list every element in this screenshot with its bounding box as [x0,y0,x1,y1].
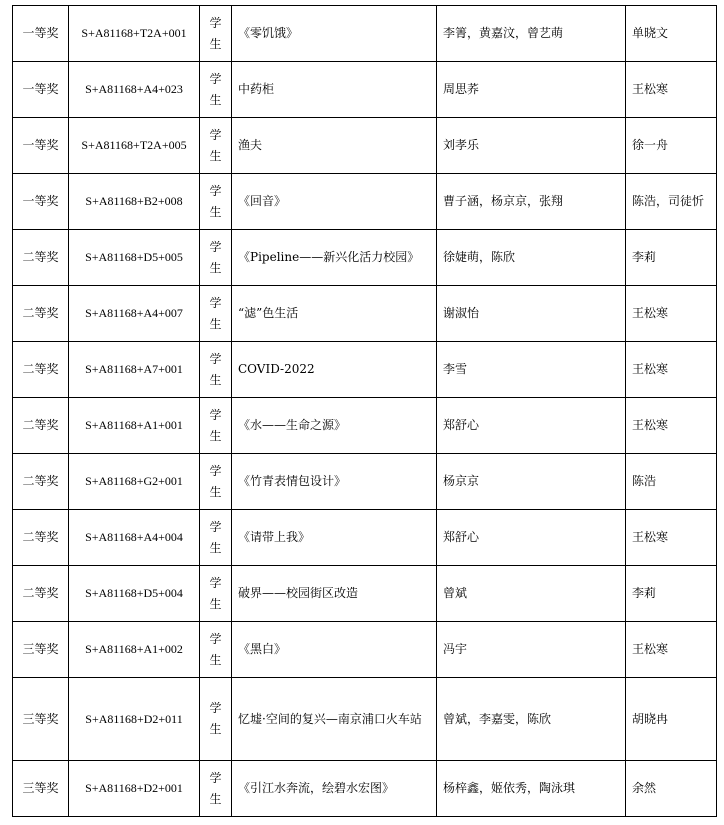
category-cell: 学生 [200,6,232,62]
work-title-cell: 《竹青表情包设计》 [232,454,437,510]
category-cell: 学生 [200,678,232,761]
work-title-cell: COVID-2022 [232,342,437,398]
authors-cell: 杨京京 [437,454,626,510]
authors-cell: 刘孝乐 [437,118,626,174]
award-cell: 三等奖 [13,678,69,761]
advisor-cell: 王松寒 [626,398,717,454]
entry-code-cell: S+A81168+B2+008 [69,174,200,230]
award-cell: 一等奖 [13,118,69,174]
authors-cell: 杨梓鑫，姬依秀，陶泳琪 [437,761,626,817]
authors-cell: 曾斌 [437,566,626,622]
advisor-cell: 陈浩 [626,454,717,510]
authors-cell: 冯宇 [437,622,626,678]
entry-code-cell: S+A81168+A4+007 [69,286,200,342]
entry-code-cell: S+A81168+D2+011 [69,678,200,761]
table-row [13,622,717,678]
entry-code-cell: S+A81168+D2+001 [69,761,200,817]
advisor-cell: 王松寒 [626,62,717,118]
authors-cell: 周思荞 [437,62,626,118]
table-row [13,62,717,118]
work-title-cell: 《水——生命之源》 [232,398,437,454]
award-cell: 二等奖 [13,286,69,342]
work-title-cell: “滤”色生活 [232,286,437,342]
advisor-cell: 王松寒 [626,286,717,342]
advisor-cell: 徐一舟 [626,118,717,174]
work-title-cell: 《黑白》 [232,622,437,678]
award-cell: 三等奖 [13,761,69,817]
entry-code-cell: S+A81168+D5+005 [69,230,200,286]
table-row [13,286,717,342]
entry-code-cell: S+A81168+A1+002 [69,622,200,678]
entry-code-cell: S+A81168+A7+001 [69,342,200,398]
entry-code-cell: S+A81168+A1+001 [69,398,200,454]
category-cell: 学生 [200,622,232,678]
table-row [13,342,717,398]
table-row [13,118,717,174]
work-title-cell: 《请带上我》 [232,510,437,566]
category-cell: 学生 [200,118,232,174]
authors-cell: 李箐，黄嘉汶，曾艺萌 [437,6,626,62]
award-cell: 一等奖 [13,174,69,230]
award-cell: 二等奖 [13,566,69,622]
table-row [13,230,717,286]
advisor-cell: 陈浩，司徒忻 [626,174,717,230]
authors-cell: 曹子涵，杨京京，张翔 [437,174,626,230]
advisor-cell: 王松寒 [626,342,717,398]
category-cell: 学生 [200,510,232,566]
category-cell: 学生 [200,230,232,286]
award-cell: 二等奖 [13,342,69,398]
work-title-cell: 破界——校园街区改造 [232,566,437,622]
category-cell: 学生 [200,286,232,342]
award-cell: 二等奖 [13,510,69,566]
table-row [13,678,717,761]
award-cell: 三等奖 [13,622,69,678]
advisor-cell: 单晓文 [626,6,717,62]
table-row [13,761,717,817]
award-cell: 二等奖 [13,230,69,286]
award-cell: 二等奖 [13,398,69,454]
work-title-cell: 《引江水奔流，绘碧水宏图》 [232,761,437,817]
authors-cell: 郑舒心 [437,510,626,566]
work-title-cell: 渔夫 [232,118,437,174]
work-title-cell: 忆墟·空间的复兴—南京浦口火车站 [232,678,437,761]
table-row [13,566,717,622]
authors-cell: 郑舒心 [437,398,626,454]
advisor-cell: 余然 [626,761,717,817]
category-cell: 学生 [200,454,232,510]
advisor-cell: 王松寒 [626,622,717,678]
category-cell: 学生 [200,62,232,118]
table-row [13,398,717,454]
category-cell: 学生 [200,566,232,622]
authors-cell: 李雪 [437,342,626,398]
entry-code-cell: S+A81168+A4+023 [69,62,200,118]
entry-code-cell: S+A81168+D5+004 [69,566,200,622]
award-cell: 一等奖 [13,62,69,118]
table-row [13,174,717,230]
category-cell: 学生 [200,398,232,454]
work-title-cell: 《Pipeline——新兴化活力校园》 [232,230,437,286]
advisor-cell: 李莉 [626,566,717,622]
work-title-cell: 《回音》 [232,174,437,230]
entry-code-cell: S+A81168+G2+001 [69,454,200,510]
authors-cell: 谢淑怡 [437,286,626,342]
awards-table [12,5,717,817]
award-cell: 一等奖 [13,6,69,62]
advisor-cell: 胡晓冉 [626,678,717,761]
advisor-cell: 王松寒 [626,510,717,566]
advisor-cell: 李莉 [626,230,717,286]
award-cell: 二等奖 [13,454,69,510]
entry-code-cell: S+A81168+T2A+001 [69,6,200,62]
table-row [13,454,717,510]
category-cell: 学生 [200,174,232,230]
entry-code-cell: S+A81168+T2A+005 [69,118,200,174]
category-cell: 学生 [200,761,232,817]
authors-cell: 徐婕萌，陈欣 [437,230,626,286]
awards-table-body [13,6,717,817]
category-cell: 学生 [200,342,232,398]
work-title-cell: 中药柜 [232,62,437,118]
entry-code-cell: S+A81168+A4+004 [69,510,200,566]
work-title-cell: 《零饥饿》 [232,6,437,62]
table-row [13,510,717,566]
authors-cell: 曾斌，李嘉雯，陈欣 [437,678,626,761]
table-row [13,6,717,62]
